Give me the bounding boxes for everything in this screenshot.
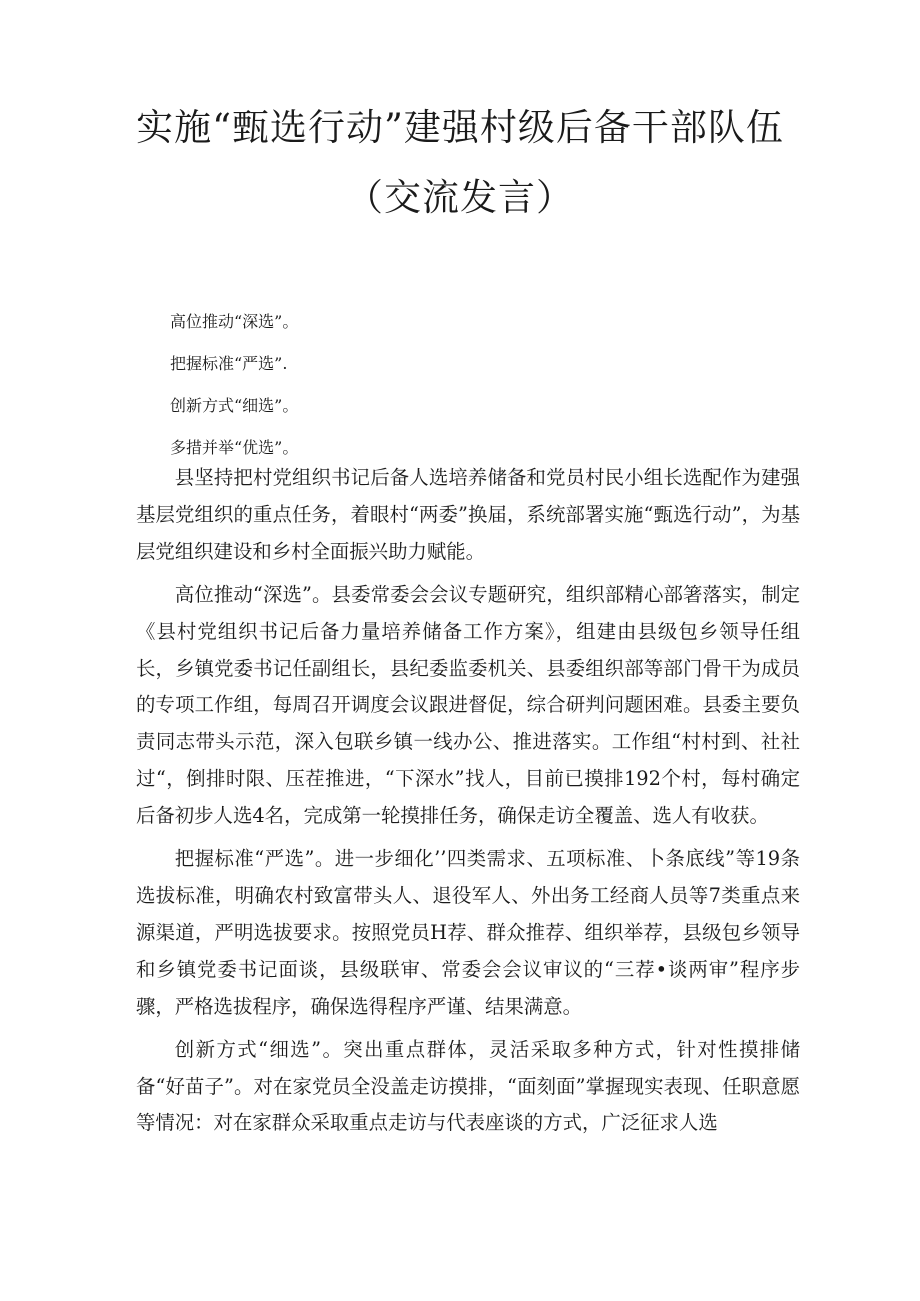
outline-item: 高位推动“深选”。 bbox=[170, 312, 299, 331]
document-body bbox=[136, 460, 800, 1148]
outline-list bbox=[170, 312, 298, 480]
outline-item: 创新方式“细选”。 bbox=[170, 396, 299, 415]
section-paragraph-fine-selection: 创新方式“细选”。突出重点群体，灵活采取多种方式，针对性摸排储备“好苗子”。对在家党员全没盖走访摸排，“面刻面”掌握现实表现、任职意愿等情况：对在家群众采取重点走访与代表座谈的方式，广泛征求人选 bbox=[136, 1037, 800, 1135]
intro-paragraph: 县坚持把村党组织书记后备人选培养储备和党员村民小组长选配作为建强基层党组织的重点任务，着眼村“两委”换届，系统部署实施“甄选行动”，为基层党组织建设和乡村全面振兴助力赋能。 bbox=[136, 466, 800, 563]
document-subtitle: （交流发言） bbox=[346, 176, 574, 219]
outline-item: 多措并举“优选”。 bbox=[170, 438, 299, 457]
outline-item: 把握标准“严选”. bbox=[170, 354, 288, 373]
section-paragraph-deep-selection: 高位推动“深选”。县委常委会会议专题研究，组织部精心部箸落实，制定《县村党组织书记后备力量培养储备工作方案》，组建由县级包乡领导任组长，乡镇党委书记任副组长，县纪委监委机关、县委组织部等部门骨干为成员的专项工作组，每周召开调度会议跟进督促，综合研判问题困难。县委主要负责同志带头示范，深入包联乡镇一线办公、推进落实。工作组“村村到、社社过“，倒排时限、压茬推进，“下深水”找人，目前已摸排192个村，每村确定后备初步人选4名，完成第一轮摸排任务，确保走访全覆盖、选人有收获。 bbox=[136, 582, 800, 828]
document-title: 实施“甄选行动”建强村级后备干部队伍 bbox=[136, 106, 784, 149]
section-paragraph-strict-selection: 把握标准“严选”。进一步细化’’四类需求、五项标准、卜条底线”等19条选拔标准，明确农村致富带头人、退役军人、外出务工经商人员等7类重点来源渠道，严明选拔要求。按照党员H荐、群众推荐、组织举荐，县级包乡领导和乡镇党委书记面谈，县级联审、常委会会议审议的“三荐•谈两审”程序步骤，严格选拔程序，确保选得程序严谨、结果满意。 bbox=[136, 847, 800, 1018]
